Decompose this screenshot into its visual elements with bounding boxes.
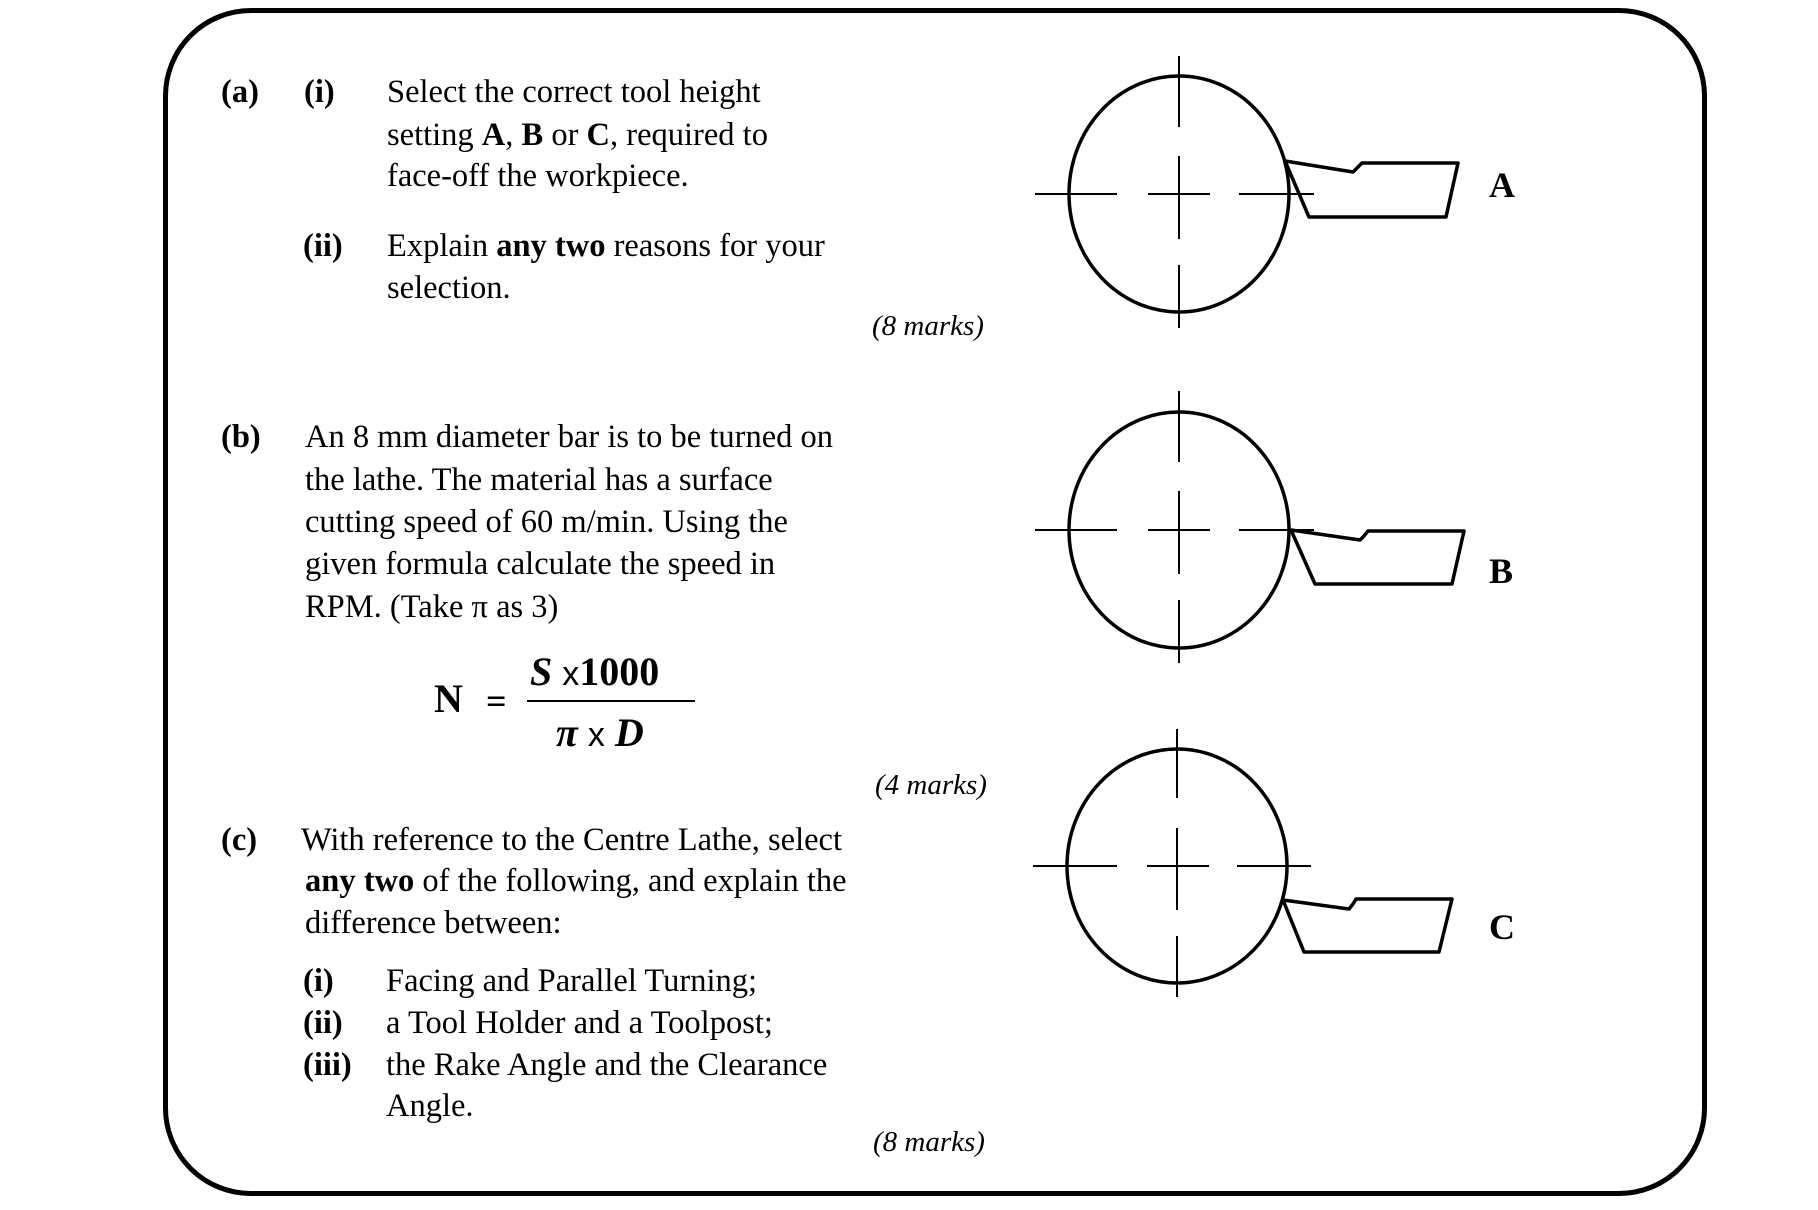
cutting-tool — [1285, 161, 1458, 217]
part-b-label: (b) — [221, 419, 261, 455]
part-b-line1: An 8 mm diameter bar is to be turned on — [305, 419, 833, 455]
centreline-icon — [1035, 56, 1314, 328]
part-c-item-ii-text: a Tool Holder and a Toolpost; — [386, 1005, 773, 1041]
part-c-line1: With reference to the Centre Lathe, select — [301, 822, 842, 858]
cutting-tool — [1283, 899, 1452, 952]
formula-times: x — [562, 655, 580, 693]
part-c-item-i-label: (i) — [303, 963, 334, 999]
part-c-item-iii-label: (iii) — [303, 1047, 352, 1083]
part-a-ii-label: (ii) — [303, 228, 343, 264]
part-c-line3: difference between: — [305, 905, 562, 941]
part-c-label: (c) — [221, 822, 258, 858]
diagram-a-label: A — [1489, 165, 1515, 205]
part-a-i-line3: face-off the workpiece. — [387, 158, 689, 194]
part-a-i-label: (i) — [304, 74, 335, 110]
formula-var-pi: π — [556, 710, 578, 755]
option-c-ref: C — [586, 117, 611, 153]
part-a-label: (a) — [221, 74, 259, 110]
emphasis: any two — [496, 228, 606, 264]
part-a-i-line1: Select the correct tool height — [387, 74, 761, 110]
diagram-c — [1033, 729, 1452, 997]
text-fragment: , required to — [610, 117, 768, 153]
part-c-marks: (8 marks) — [873, 1126, 985, 1158]
cutting-tool — [1291, 530, 1464, 584]
diagram-b-label: B — [1489, 551, 1514, 591]
part-b-marks: (4 marks) — [875, 769, 987, 801]
part-c-item-iii-text-cont: Angle. — [386, 1088, 474, 1124]
part-c-item-ii-label: (ii) — [303, 1005, 343, 1041]
text-fragment: of the following, and explain the — [414, 863, 847, 899]
text-fragment: or — [543, 117, 587, 153]
part-a-ii-line2: selection. — [387, 270, 511, 306]
part-a-marks: (8 marks) — [872, 310, 984, 342]
part-c-item-i-text: Facing and Parallel Turning; — [386, 963, 758, 999]
part-c-item-iii-text: the Rake Angle and the Clearance — [386, 1047, 828, 1083]
centreline-icon — [1033, 729, 1311, 997]
text-fragment: , — [505, 117, 522, 153]
part-b-line5: RPM. (Take π as 3) — [305, 589, 559, 625]
option-b-ref: B — [521, 117, 544, 153]
emphasis: any two — [305, 863, 415, 899]
formula-constant: 1000 — [579, 649, 660, 694]
formula-var-s: S — [530, 649, 553, 694]
formula-var-d: D — [614, 710, 644, 755]
formula-times: x — [587, 716, 605, 754]
option-a-ref: A — [481, 117, 506, 153]
text-fragment: Explain — [387, 228, 497, 264]
part-b-line4: given formula calculate the speed in — [305, 546, 776, 582]
text-fragment: reasons for your — [605, 228, 825, 264]
diagram-a — [1035, 56, 1458, 328]
formula-lhs: N — [434, 676, 463, 721]
diagram-c-label: C — [1489, 907, 1515, 947]
text-fragment: setting — [387, 117, 482, 153]
part-b-line3: cutting speed of 60 m/min. Using the — [305, 504, 788, 540]
part-b-line2: the lathe. The material has a surface — [305, 462, 773, 498]
formula-equals: = — [486, 681, 507, 721]
centreline-icon — [1035, 391, 1314, 663]
diagram-b — [1035, 391, 1464, 663]
